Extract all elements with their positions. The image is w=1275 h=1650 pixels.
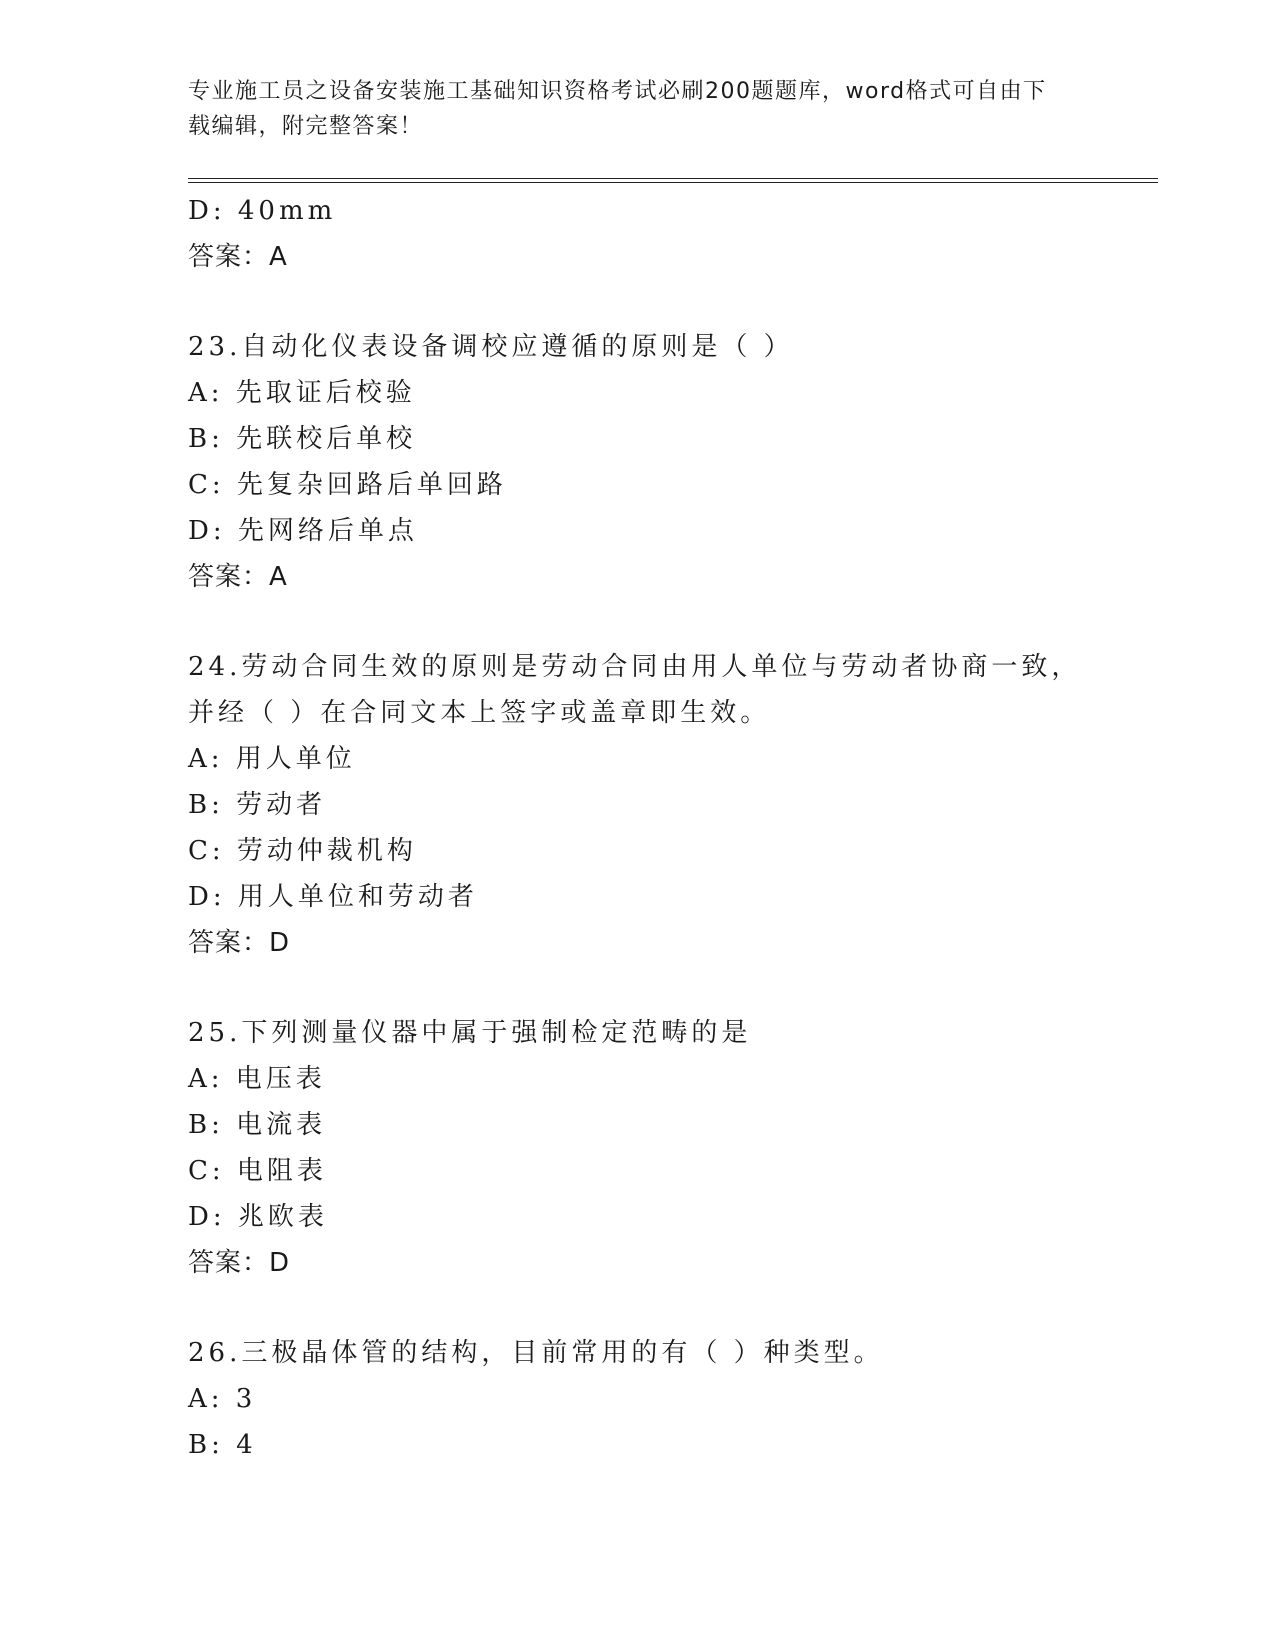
- spacer: [188, 600, 1108, 644]
- option-c: C: 电阻表: [188, 1156, 327, 1186]
- option-a: A: 用人单位: [188, 744, 356, 774]
- answer-line: 答案：D: [188, 1248, 291, 1278]
- answer-line: 答案：A: [188, 242, 288, 272]
- question-stem: 26.三极晶体管的结构，目前常用的有（ ）种类型。: [188, 1338, 884, 1368]
- question-block: [188, 1010, 1108, 1286]
- option-b: B: 劳动者: [188, 790, 327, 820]
- option-d: D: 先网络后单点: [188, 516, 418, 546]
- option-d: D: 兆欧表: [188, 1202, 328, 1232]
- option-d: D: 用人单位和劳动者: [188, 882, 478, 912]
- option-b: B: 先联校后单校: [188, 424, 417, 454]
- question-stem: 25.下列测量仪器中属于强制检定范畴的是: [188, 1018, 752, 1048]
- option-b: B: 电流表: [188, 1110, 327, 1140]
- option-c: C: 劳动仲裁机构: [188, 836, 417, 866]
- option-a: A: 电压表: [188, 1064, 326, 1094]
- question-block: [188, 324, 1108, 600]
- question-stem: 23.自动化仪表设备调校应遵循的原则是（ ）: [188, 332, 794, 362]
- option-b: B: 4: [188, 1430, 257, 1460]
- spacer: [188, 1286, 1108, 1330]
- answer-line: 答案：D: [188, 928, 291, 958]
- question-block: [188, 1330, 1108, 1468]
- option-c: C: 先复杂回路后单回路: [188, 470, 507, 500]
- document-header: 专业施工员之设备安装施工基础知识资格考试必刷200题题库，word格式可自由下载编辑，附完整答案！: [188, 79, 1047, 139]
- answer-line: 答案：A: [188, 562, 288, 592]
- question-block: [188, 644, 1108, 966]
- option-d: D: 40mm: [188, 196, 337, 226]
- spacer: [188, 280, 1108, 324]
- option-a: A: 先取证后校验: [188, 378, 416, 408]
- header-divider-top: [188, 178, 1158, 179]
- header-divider-bottom: [188, 182, 1158, 183]
- spacer: [188, 966, 1108, 1010]
- option-a: A: 3: [188, 1384, 257, 1414]
- question-content: [188, 188, 1108, 1468]
- question-stem: 24.劳动合同生效的原则是劳动合同由用人单位与劳动者协商一致，并经（ ）在合同文本上签字或盖章即生效。: [188, 652, 1082, 728]
